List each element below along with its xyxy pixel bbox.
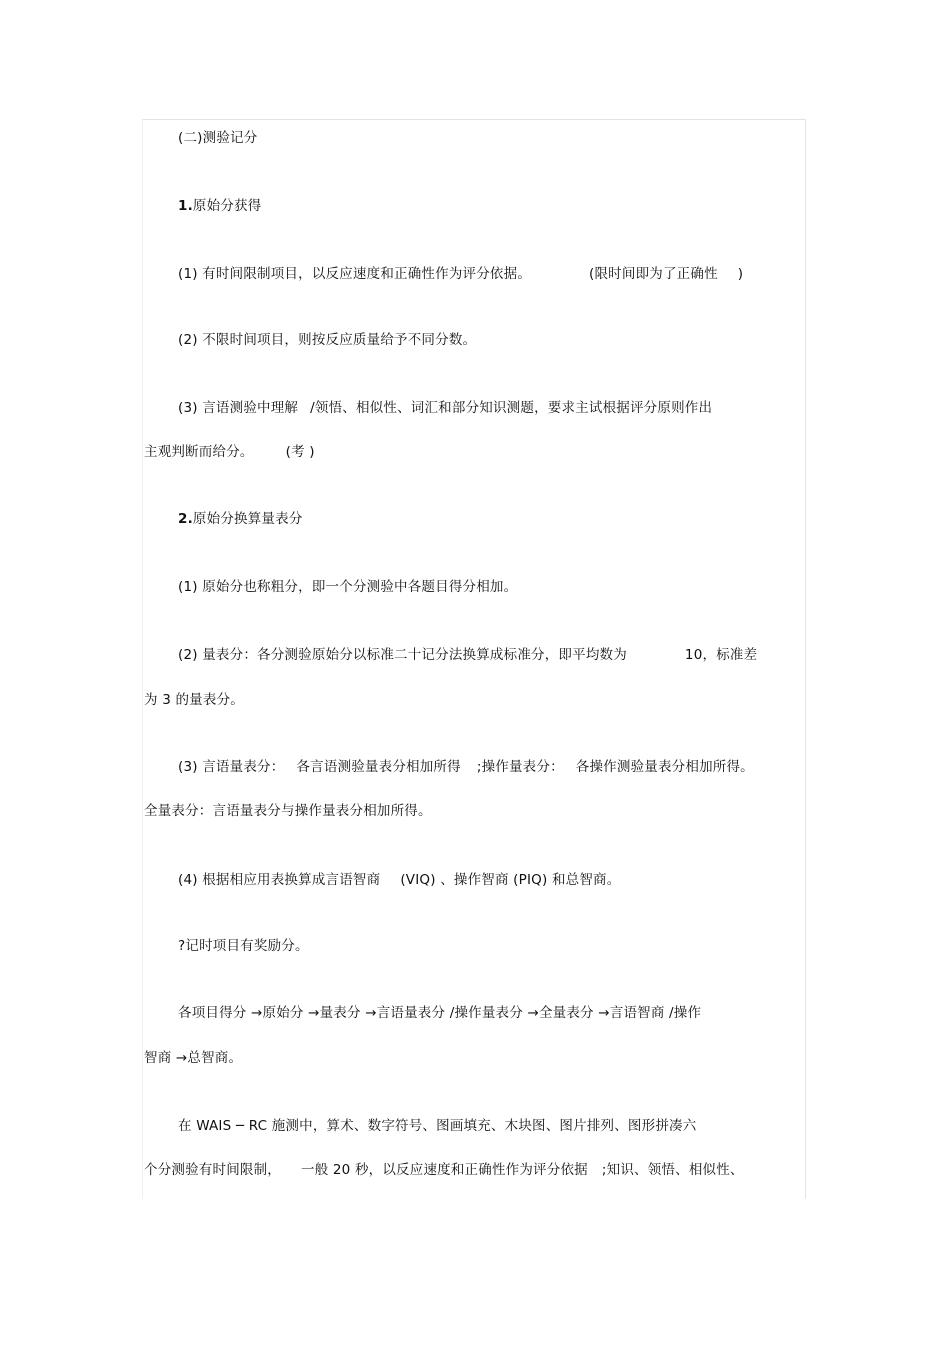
paragraph-line: (1) 原始分也称粗分，即一个分测验中各题目得分相加。 [178,579,518,595]
subheading-scale-score: 2.原始分换算量表分 [178,511,303,527]
paragraph-line: (2) 量表分：各分测验原始分以标准二十记分法换算成标准分，即平均数为 10，标准差 [178,647,758,663]
paragraph-line: 为 3 的量表分。 [144,692,244,708]
paragraph-line: 主观判断而给分。 (考 ) [144,444,315,460]
paragraph-line: 智商 →总智商。 [144,1050,243,1066]
section-heading: (二)测验记分 [178,130,258,146]
paragraph-line: 个分测验有时间限制， 一般 20 秒，以反应速度和正确性作为评分依据 ;知识、领悟、相似性、 [144,1162,744,1178]
paragraph-line: (3) 言语量表分： 各言语测验量表分相加所得 ;操作量表分： 各操作测验量表分相加所得。 [178,759,754,775]
subheading-raw-score: 1.原始分获得 [178,198,262,214]
paragraph-line: (2) 不限时间项目，则按反应质量给予不同分数。 [178,332,477,348]
paragraph-line: (1) 有时间限制项目，以反应速度和正确性作为评分依据。 (限时间即为了正确性 ) [178,266,744,282]
paragraph-line: 在 WAIS ─ RC 施测中，算术、数字符号、图画填充、木块图、图片排列、图形拼凑六 [178,1118,697,1134]
paragraph-line: (4) 根据相应用表换算成言语智商 (VIQ) 、操作智商 (PIQ) 和总智商。 [178,872,621,888]
paragraph-line: (3) 言语测验中理解 /领悟、相似性、词汇和部分知识测题，要求主试根据评分原则作出 [178,400,713,416]
paragraph-line: 各项目得分 →原始分 →量表分 →言语量表分 /操作量表分 →全量表分 →言语智商 /操作 [178,1005,702,1021]
paragraph-line: 全量表分：言语量表分与操作量表分相加所得。 [144,803,432,819]
paragraph-line: ?记时项目有奖励分。 [178,938,309,954]
